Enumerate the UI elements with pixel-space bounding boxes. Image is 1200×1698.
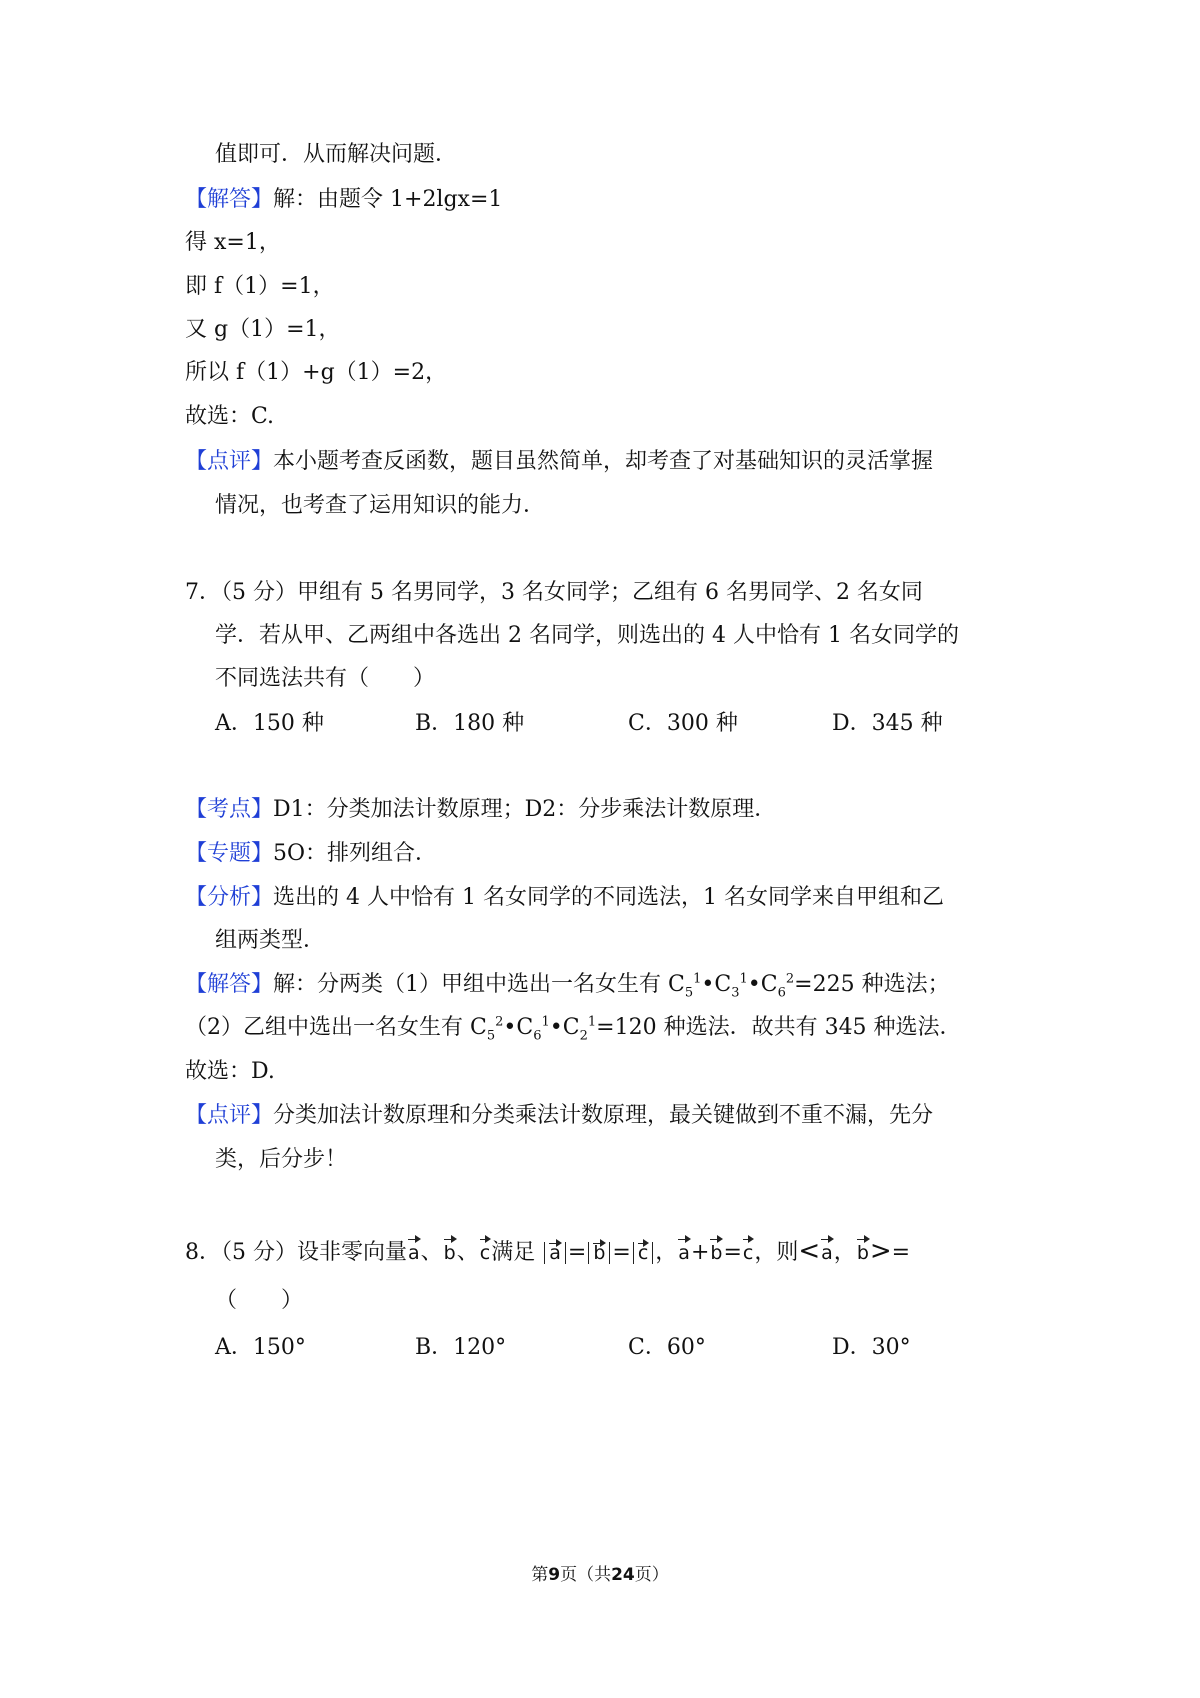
jieda-suffix: =225 种选法； (794, 972, 950, 997)
q7-stem-line2: 学．若从甲、乙两组中各选出 2 名同学，则选出的 4 人中恰有 1 名女同学的 (215, 623, 959, 648)
q7-fenxi (185, 883, 944, 913)
q7-stem-line1: 7．（5 分）甲组有 5 名男同学，3 名女同学；乙组有 6 名男同学、2 名女同 (185, 580, 923, 605)
q7-option-b: B．180 种 (415, 711, 525, 736)
step-line: 故选：C. (185, 404, 275, 429)
dianping-tag: 【点评】 (185, 1103, 274, 1128)
zhuanti-tag: 【专题】 (185, 841, 274, 866)
combination-expr-1: $C_5^1•C_3^1•C_6^2$ (668, 971, 795, 1001)
total-pages: 24 (611, 1565, 635, 1585)
step-line: 所以 f（1）+g（1）=2， (185, 360, 448, 385)
fenxi-continuation: 组两类型． (215, 928, 326, 953)
prev-comment (185, 447, 933, 477)
vector-b: b (709, 1238, 723, 1268)
q8-manzu: 满足 (491, 1240, 536, 1265)
q7-kaodian (185, 795, 776, 825)
vector-b: b (593, 1242, 606, 1264)
footer-mid: 页（共 (560, 1565, 612, 1585)
vector-a: a (407, 1238, 421, 1268)
q8-prefix: 8．（5 分）设非零向量 (185, 1240, 407, 1265)
q7-jieda-line2 (185, 1013, 962, 1043)
vector-c: c (479, 1238, 491, 1268)
vector-b: b (856, 1238, 870, 1268)
q8-paren: （ ） (215, 1288, 304, 1313)
q8-option-d: D．30° (832, 1335, 911, 1360)
q7-guxuan: 故选：D. (185, 1059, 275, 1084)
page-number: 9 (548, 1565, 561, 1585)
vector-c: c (637, 1242, 649, 1264)
q8-option-c: C．60° (628, 1335, 706, 1360)
q7-jieda (185, 970, 950, 1000)
answer-tag: 【解答】 (185, 187, 274, 212)
sum-equation: a+b=c (677, 1240, 754, 1265)
separator: 、 (456, 1240, 479, 1265)
comment-tag: 【点评】 (185, 449, 274, 474)
q8-option-a: A．150° (215, 1335, 306, 1360)
dianping-continuation: 类，后分步！ (215, 1147, 348, 1172)
dianping-text: 分类加法计数原理和分类乘法计数原理，最关键做到不重不漏，先分 (273, 1103, 934, 1128)
kaodian-tag: 【考点】 (185, 797, 274, 822)
step-line: 又 g（1）=1， (185, 317, 341, 342)
zhuanti-text: 5O：排列组合． (273, 841, 438, 866)
q7-zhuanti (185, 839, 437, 869)
combination-expr-2: $C_5^2•C_6^1•C_2^1$ (470, 1014, 597, 1044)
fenxi-text: 选出的 4 人中恰有 1 名女同学的不同选法，1 名女同学来自甲组和乙 (273, 885, 944, 910)
magnitude-equation: a = b = c (535, 1240, 655, 1265)
q7-option-c: C．300 种 (628, 711, 738, 736)
prev-continuation: 值即可．从而解决问题． (215, 142, 458, 167)
comma: ， (655, 1240, 678, 1265)
fenxi-tag: 【分析】 (185, 885, 274, 910)
step-line: 得 x=1， (185, 230, 281, 255)
footer-post: 页） (634, 1565, 669, 1585)
vector-a: a (677, 1238, 691, 1268)
q7-option-a: A．150 种 (215, 711, 324, 736)
comment-text: 本小题考查反函数，题目虽然简单，却考查了对基础知识的灵活掌握 (273, 449, 934, 474)
vector-b: b (443, 1238, 457, 1268)
q8-ze: ，则 (754, 1240, 799, 1265)
jieda-prefix: 解：分两类（1）甲组中选出一名女生有 (273, 972, 669, 997)
jieda-line2-prefix: （2）乙组中选出一名女生有 (185, 1015, 470, 1040)
q7-option-d: D．345 种 (832, 711, 943, 736)
angle-expression: <a，b>= (798, 1236, 911, 1266)
q7-stem-line3: 不同选法共有（ ） (215, 666, 436, 691)
page-footer (0, 1560, 1200, 1585)
separator: 、 (420, 1240, 443, 1265)
kaodian-text: D1：分类加法计数原理；D2：分步乘法计数原理． (273, 797, 777, 822)
q8-stem (185, 1236, 910, 1268)
vector-a: a (820, 1238, 834, 1268)
vector-a: a (549, 1242, 561, 1264)
comment-continuation: 情况，也考查了运用知识的能力． (215, 493, 546, 518)
jieda-line2-suffix: =120 种选法．故共有 345 种选法． (596, 1015, 962, 1040)
step-line: 即 f（1）=1， (185, 274, 335, 299)
jieda-tag: 【解答】 (185, 972, 274, 997)
prev-answer (185, 185, 502, 215)
vector-c: c (742, 1238, 754, 1268)
q8-option-b: B．120° (415, 1335, 507, 1360)
q7-dianping (185, 1101, 933, 1131)
footer-pre: 第 (531, 1565, 549, 1585)
answer-text: 解：由题令 1+2lgx=1 (273, 187, 503, 212)
